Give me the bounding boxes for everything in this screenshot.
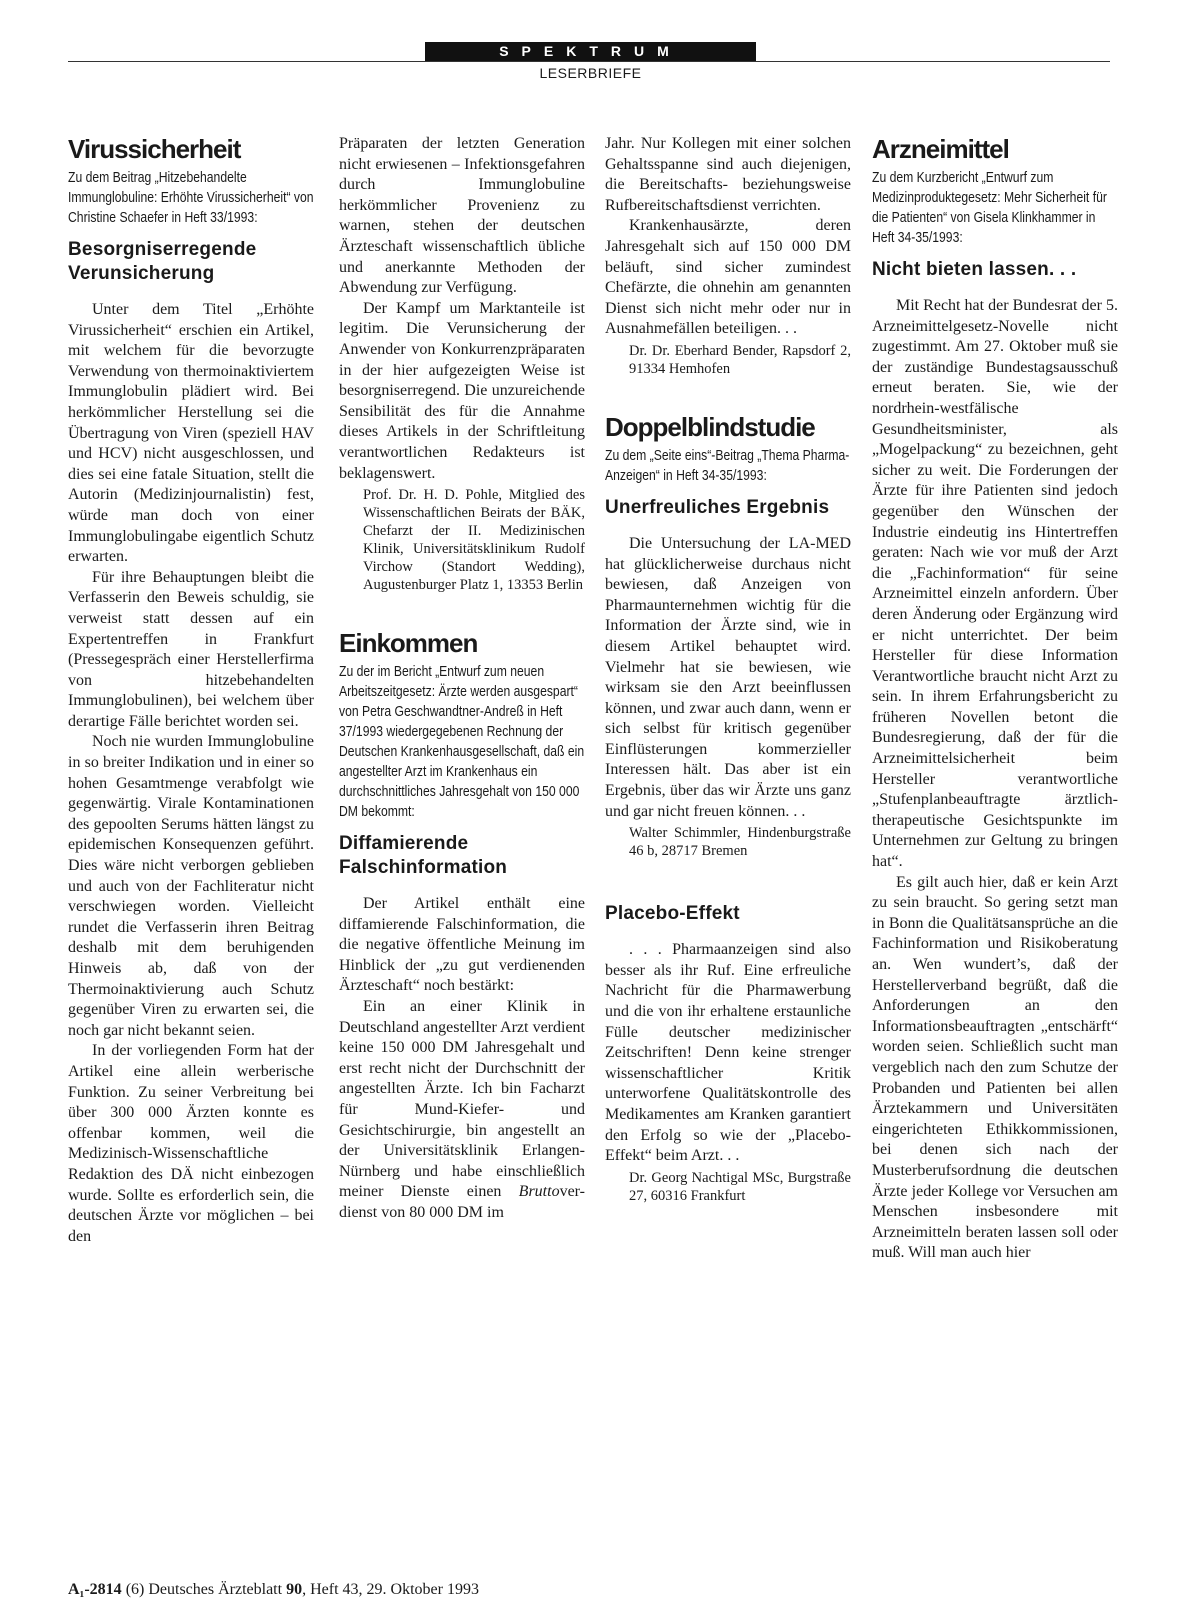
paragraph: Die Untersuchung der LA-MED hat glücklicherweise durchaus nicht bewiesen, daß Anzeigen von Pharmaunternehmen wichtig für die Information der Ärzte sind, wie in diesem Artikel behauptet wird. Vielmehr hat sie bewiesen, wie wirksam sie den Arzt beeinflussen können, und zwar auch dann, wenn er sich selbst für kritisch gegenüber Einflüsterungen kommerzieller Interessen hält. Das aber ist ein Ergebnis, über das wir Ärzte uns ganz und gar nicht freuen können. . . xyxy=(605,534,851,820)
paragraph: Es gilt auch hier, daß er kein Arzt zu sein braucht. So gering setzt man in Bonn die Qualitätsansprüche an die Fachinformation und Risikoberatung an. Wen wundert’s, daß der Herstellerverband begrüßt, daß die Anforderungen an den Informationsbeauftragten „entschärft“ worden seien. Schließlich sucht man vergeblich nach den zum Schutze der Probanden und Patienten bei allen Ärztekammern und Universitäten eingerichteten Ethikkommissionen, bei denen sich nach der Musterberufsordnung die deutschen Ärzte jeder Kollege vor Versuchen am Menschen insbesondere mit Arzneimitteln beraten lassen soll oder muß. Will man auch hier xyxy=(872,873,1118,1262)
column-2 xyxy=(339,134,585,1224)
paragraph: Präparaten der letzten Generation nicht erwiesenen – Infektionsgefahren durch Immunglobuline herkömmlicher Provenienz zu warnen, stehen der deutschen Ärzteschaft wissenschaftlich übliche und anerkannte Methoden der Abwendung zur Verfügung. xyxy=(339,135,585,297)
paragraph: Der Artikel enthält eine diffamierende Falschinformation, die die negative öffentliche Meinung im Hinblick der „zu gut verdienenden Ärzteschaft“ noch bestärkt: xyxy=(339,895,585,995)
paragraph: In der vorliegenden Form hat der Artikel eine allein werberische Funktion. Zu seiner Verbreitung bei über 300 000 Ärzten konnte es offenbar kommen, weil die Medizinisch-Wissenschaftliche Redaktion des DÄ nicht einbezogen wurde. Sollte es erforderlich sein, die deutschen Ärzte vor möglichen – bei den xyxy=(68,1042,314,1245)
column-4 xyxy=(872,134,1118,1264)
article-reference: Zu der im Bericht „Entwurf zum neuen Arbeitszeitgesetz: Ärzte werden ausgespart“ von Petra Geschwandtner-Andreß in Heft 37/1993 wiedergegebenen Rechnung der Deutschen Krankenhausgesellschaft, daß ein angestellter Arzt im Krankenhaus ein durchschnittliches Jahresgehalt von 150 000 DM bekommt: xyxy=(339,664,585,821)
article-title: Arzneimittel xyxy=(872,134,1009,164)
article-title: Virussicherheit xyxy=(68,134,241,164)
column-3 xyxy=(605,134,851,1205)
italic-word: Brutto xyxy=(518,1183,560,1201)
letter-heading: Diffamierende Falschinformation xyxy=(339,833,508,879)
letter-heading: Unerfreuliches Ergebnis xyxy=(605,496,830,518)
page-number: A₁-2814 xyxy=(68,1581,122,1598)
paragraph: . . . Pharmaanzeigen sind also besser als ihr Ruf. Eine erfreuliche Nachricht für die Pharmawerbung und die von ihr erhaltene erstaunliche Fülle deutscher medizinischer Zeitschriften! Denn keine strenger wissenschaftlicher Kritik unterworfene Qualitätskontrolle des Medikamentes am Kranken garantiert den Erfolg so wie der „Placebo-Effekt“ beim Arzt. . . xyxy=(605,941,851,1165)
paragraph: Krankenhausärzte, deren Jahresgehalt sich auf 150 000 DM beläuft, sind sicher zumindest Chefärzte, die ohnehin am genannten Dienst sich nicht mehr oder nur in Ausnahmefällen beteiligen. . . xyxy=(605,217,851,338)
paragraph: Jahr. Nur Kollegen mit einer solchen Gehaltsspanne sind auch diejenigen, die Bereitschafts- beziehungsweise Rufbereitschaftsdienst verrichten. xyxy=(605,135,851,214)
section-banner: SPEKTRUM xyxy=(425,42,756,61)
paragraph: Noch nie wurden Immunglobuline in so breiter Indikation und in einer so hohen Gesamtmenge verabfolgt wie gegenwärtig. Virale Kontaminationen des gepoolten Serums hätten längst zu epidemischen Konsequenzen geführt. Dies wäre nicht verborgen geblieben und auch von der Fachliteratur nicht verschwiegen worden. Vielleicht rundet die Verfasserin ihren Beitrag deshalb mit dem beruhigenden Hinweis ab, daß von der Thermoinaktivierung auch Schutz gegenüber Viren zu erwarten sei, die noch gar nicht bekannt seien. xyxy=(68,733,314,1039)
signature: Dr. Georg Nachtigal MSc, Burgstraße 27, 60316 Frankfurt xyxy=(629,1169,851,1204)
paragraph: Unter dem Titel „Erhöhte Virussicherheit“ erschien ein Artikel, mit welchem für die bevorzugte Verwendung von thermoinaktiviertem Immunglobulin plädiert wird. Bei herkömmlicher Herstellung sei die Übertragung von Viren (speziell HAV und HCV) nicht ausgeschlossen, und dies sei eine fatale Situation, stellt die Autorin (Medizinjournalistin) fest, würde man doch von einer Immunglobulingabe eigentlich Schutz erwarten. xyxy=(68,301,314,566)
letter-heading: Besorgniserregende Verunsicherung xyxy=(68,239,257,284)
signature: Walter Schimmler, Hindenburgstraße 46 b, 28717 Bremen xyxy=(629,825,851,860)
article-reference: Zu dem Kurzbericht „Entwurf zum Medizinproduktegesetz: Mehr Sicherheit für die Patienten“ von Gisela Klinkhammer in Heft 34-35/1993: xyxy=(872,170,1107,246)
letter-heading: Placebo-Effekt xyxy=(605,903,740,925)
letter-heading: Nicht bieten lassen. . . xyxy=(872,259,1077,280)
paragraph: Mit Recht hat der Bundesrat der 5. Arzneimittelgesetz-Novelle nicht zugestimmt. Am 27. Oktober muß sie der zuständige Bundestagsausschuß erneut beraten. Sie, wie der nordrhein-westfälische Gesundheitsminister, als „Mogelpackung“ zu bezeichnen, geht sicher zu weit. Die Forderungen der Ärzte für ihre Patienten sind jedoch gegenüber den Wünschen der Industrie eindeutig ins Hintertreffen geraten: Nach wie vor muß der Arzt die „Fachinformation“ für seine Arzneimittel einzeln anfordern. Über deren Änderung oder Ergänzung wird er nicht unterrichtet. Der beim Hersteller für diese Information Verantwortliche braucht nicht Arzt zu sein. In ihrem Erfahrungsbericht zu früheren Novellen betont die Bundesregierung, daß der für die Arzneimittelsicherheit beim Hersteller verantwortliche „Stufenplanbeauftragte ärztlich-therapeutische Gesichtspunkte im Unternehmen zur Geltung zu bringen hat“. xyxy=(872,297,1118,871)
subsection-label: LESERBRIEFE xyxy=(539,65,642,81)
page-footer xyxy=(68,1581,479,1599)
article-title: Doppelblindstudie xyxy=(605,411,815,442)
paragraph: Ein an einer Klinik in Deutschland angestellter Arzt verdient keine 150 000 DM Jahresgehalt und erst recht nicht der Durchschnitt der angestellten Ärzte. Ich bin Facharzt für Mund-Kiefer- und Gesichtschirurgie, bin angestellt an der Universitätsklinik Erlangen-Nürnberg und habe einschließlich meiner Dienste einen Bruttover- dienst von 80 000 DM im xyxy=(339,998,585,1221)
issue-number: (6) xyxy=(125,1581,145,1598)
article-reference: Zu dem „Seite eins“-Beitrag „Thema Pharma-Anzeigen“ in Heft 34-35/1993: xyxy=(605,447,850,484)
journal-name: Deutsches Ärzteblatt xyxy=(148,1581,283,1598)
paragraph: Für ihre Behauptungen bleibt die Verfasserin den Beweis schuldig, sie verweist statt dessen auf ein Expertentreffen in Frankfurt (Pressegespräch einer Herstellerfirma von hitzebehandelten Immunglobulinen), bei welchem über derartige Fälle berichtet worden sei. xyxy=(68,568,314,730)
signature: Dr. Dr. Eberhard Bender, Rapsdorf 2, 91334 Hemhofen xyxy=(629,342,851,377)
volume: 90 xyxy=(286,1581,303,1598)
column-1 xyxy=(68,134,314,1247)
issue-date: , Heft 43, 29. Oktober 1993 xyxy=(302,1581,479,1598)
signature: Prof. Dr. H. D. Pohle, Mitglied des Wissenschaftlichen Beirats der BÄK, Chefarzt der II. Medizinischen Klinik, Universitätsklinikum Rudolf Virchow (Standort Wedding), Augustenburger Platz 1, 13353 Berlin xyxy=(363,487,585,594)
article-title: Einkommen xyxy=(339,628,478,659)
masthead-rule xyxy=(68,61,1110,62)
paragraph: Der Kampf um Marktanteile ist legitim. Die Verunsicherung der Anwender von Konkurrenzpräparaten in der hier aufgezeigten Weise ist besorgniserregend. Die unzureichende Sensibilität des für die Annahme dieses Artikels in der Schriftleitung verantwortlichen Redakteurs ist beklagenswert. xyxy=(339,299,585,482)
article-reference: Zu dem Beitrag „Hitzebehandelte Immunglobuline: Erhöhte Virussicherheit“ von Christine Schaefer in Heft 33/1993: xyxy=(68,170,314,226)
